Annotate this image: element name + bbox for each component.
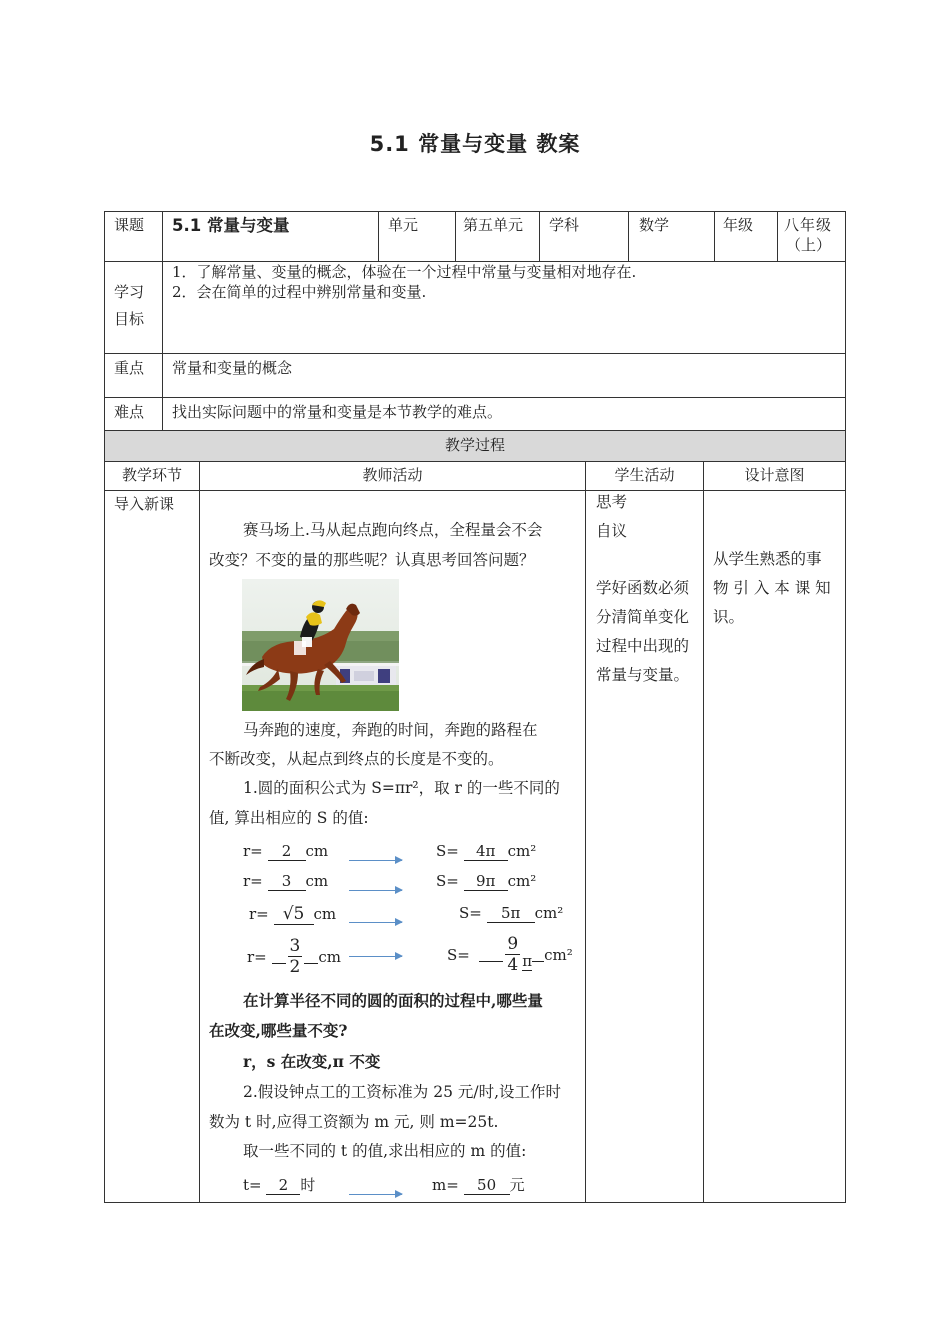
table-rule (104, 430, 846, 431)
teacher-paragraph: 2.假设钟点工的工资标准为 25 元/时,设工作时 (243, 1083, 562, 1101)
student-text: 自议 (596, 522, 628, 540)
teacher-paragraph: 改变？不变的量的那些呢？认真思考回答问题？ (209, 551, 535, 569)
goal-item: 2．会在简单的过程中辨别常量和变量. (172, 283, 427, 301)
table-rule (162, 211, 163, 431)
design-text: 从学生熟悉的事 (713, 550, 822, 568)
student-text: 分清简单变化 (596, 608, 690, 626)
time-value: 2 (266, 1176, 300, 1195)
question-text: 在计算半径不同的圆的面积的过程中,哪些量 (243, 991, 543, 1010)
teacher-paragraph: 数为 t 时,应得工资额为 m 元, 则 m=25t. (209, 1113, 499, 1131)
wage-value: 50 (464, 1176, 510, 1195)
label-subject: 学科 (549, 216, 580, 234)
area-row: S= $\frac{9}{4}$ π cm² (447, 934, 573, 975)
arrow-right-icon (349, 860, 402, 861)
radius-value: √5 (274, 904, 314, 925)
radius-row: r= 3 cm (243, 872, 329, 890)
label-key-point: 重点 (114, 359, 145, 377)
question-text: 在改变,哪些量不变? (209, 1021, 348, 1040)
student-text: 思考 (596, 493, 628, 511)
area-value: 9π (464, 872, 508, 891)
area-row: S= 5π cm² (459, 904, 564, 922)
table-border-bottom (104, 1202, 846, 1203)
radius-value: 3 (268, 872, 306, 891)
table-rule (378, 211, 379, 262)
arrow-right-icon (349, 890, 402, 891)
arrow-right-icon (349, 956, 402, 957)
arrow-right-icon (349, 922, 402, 923)
grade-value: 八年级 (784, 216, 833, 234)
label-difficulty: 难点 (114, 403, 145, 421)
radius-row: r= $\frac{3}{2}$ cm (247, 936, 341, 977)
table-border-right (845, 211, 846, 1203)
area-value: 4π (464, 842, 508, 861)
horse-racing-image (242, 579, 399, 711)
table-rule (104, 490, 846, 491)
stage-label: 导入新课 (114, 495, 175, 513)
col-stage-header: 教学环节 (121, 466, 182, 484)
time-row: t= 2 时 (243, 1176, 316, 1194)
teacher-paragraph: 1.圆的面积公式为 S=πr²，取 r 的一些不同的 (243, 779, 560, 797)
teacher-paragraph: 取一些不同的 t 的值,求出相应的 m 的值: (243, 1142, 527, 1160)
table-rule (585, 461, 586, 1203)
col-student-header: 学生活动 (614, 466, 675, 484)
area-row: S= 4π cm² (436, 842, 537, 860)
answer-text: r，s 在改变,π 不变 (243, 1052, 381, 1071)
wage-row: m= 50 元 (432, 1176, 525, 1194)
table-rule (455, 211, 456, 262)
col-teacher-header: 教师活动 (362, 466, 423, 484)
teacher-paragraph: 不断改变，从起点到终点的长度是不变的。 (209, 750, 504, 768)
col-design-header: 设计意图 (744, 466, 805, 484)
key-point-text: 常量和变量的概念 (172, 359, 293, 377)
student-text: 常量与变量。 (596, 666, 690, 684)
table-rule (628, 211, 629, 262)
table-rule (703, 461, 704, 1203)
difficulty-text: 找出实际问题中的常量和变量是本节教学的难点。 (172, 403, 503, 421)
area-row: S= 9π cm² (436, 872, 537, 890)
table-border-left (104, 211, 105, 1203)
teacher-paragraph: 赛马场上.马从起点跑向终点，全程量会不会 (243, 521, 543, 539)
process-header: 教学过程 (444, 436, 505, 454)
design-text: 识。 (713, 608, 745, 626)
radius-fraction: $\frac{3}{2}$ (289, 936, 301, 977)
student-text: 过程中出现的 (596, 637, 690, 655)
table-rule (199, 461, 200, 1203)
radius-value: 2 (268, 842, 306, 861)
student-text: 学好函数必须 (596, 579, 690, 597)
table-rule (104, 461, 846, 462)
teacher-paragraph: 值, 算出相应的 S 的值: (209, 809, 369, 827)
label-ke-ti: 课题 (114, 216, 145, 234)
unit-value: 第五单元 (463, 216, 524, 234)
table-rule (777, 211, 778, 262)
table-rule (539, 211, 540, 262)
table-rule (714, 211, 715, 262)
grade-value-term: （上） (786, 236, 832, 254)
table-border-top (104, 211, 846, 212)
table-rule (104, 353, 846, 354)
goal-item: 1．了解常量、变量的概念，体验在一个过程中常量与变量相对地存在. (172, 263, 637, 281)
radius-row: r= √5 cm (249, 904, 337, 924)
table-rule (104, 397, 846, 398)
teacher-paragraph: 马奔跑的速度，奔跑的时间，奔跑的路程在 (243, 721, 538, 739)
label-goals: 目标 (114, 310, 145, 328)
arrow-right-icon (349, 1194, 402, 1195)
document-title: 5.1 常量与变量 教案 (369, 132, 581, 156)
area-value: 5π (487, 904, 535, 923)
label-unit: 单元 (388, 216, 419, 234)
radius-row: r= 2 cm (243, 842, 329, 860)
area-fraction: $\frac{9}{4}$ (507, 934, 519, 975)
design-text: 物 引 入 本 课 知 (713, 579, 831, 597)
subject-value: 数学 (639, 216, 670, 234)
lesson-title: 5.1 常量与变量 (172, 216, 290, 235)
label-goals: 学习 (114, 283, 145, 301)
label-grade: 年级 (723, 216, 754, 234)
